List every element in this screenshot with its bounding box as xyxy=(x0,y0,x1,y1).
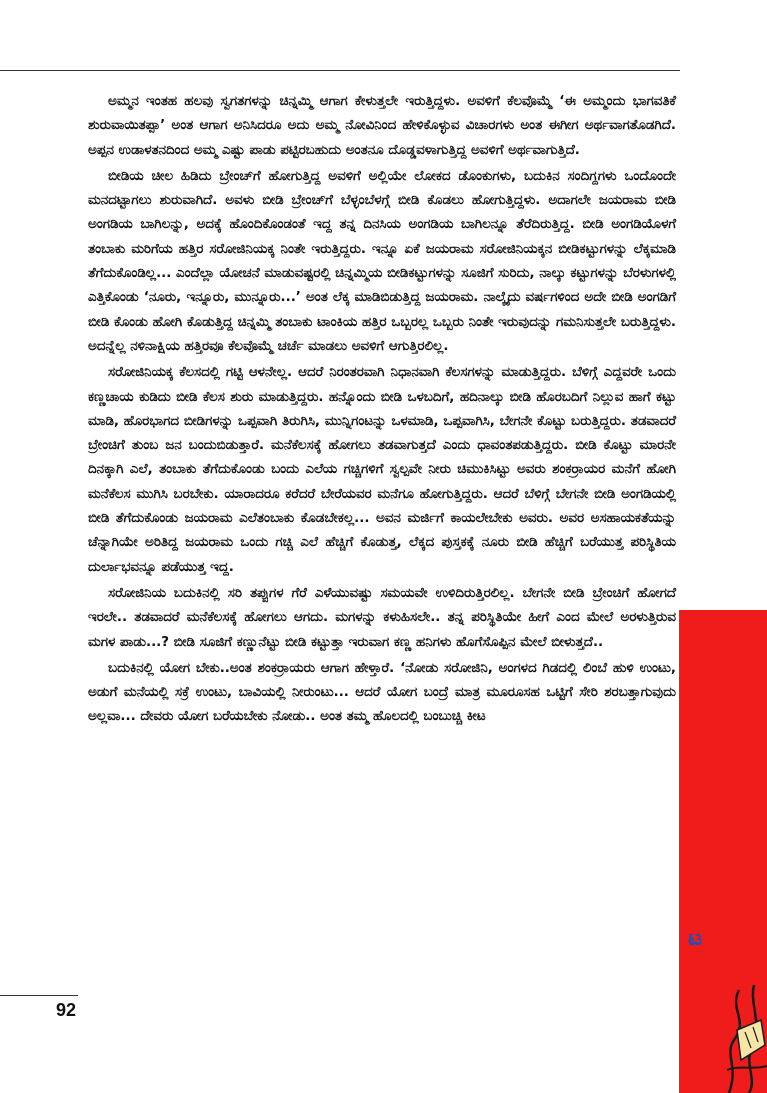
body-text xyxy=(88,90,676,730)
bottom-rule xyxy=(0,995,78,996)
corner-illustration xyxy=(679,970,767,1093)
paragraph: ಬೀಡಿಯ ಚೀಲ ಹಿಡಿದು ಬ್ರೇಂಚ್‌ಗೆ ಹೋಗುತ್ತಿದ್ದ ಅವಳಿಗೆ ಅಲ್ಲಿಯೇ ಲೋಕದ ಡೊಂಕುಗಳು, ಬದುಕಿನ ಸಂದಿಗ್ದಗಳು ಒಂದೊಂದೇ ಮನದಟ್ಟಾಗಲು ಶುರುವಾಗಿದೆ. ಅವಳು ಬೀಡಿ ಬ್ರೇಂಚ್‌ಗೆ ಬೆಳ್ಳಂಬೆಳಗ್ಗೆ ಬೀಡಿ ಕೊಡಲು ಹೋಗುತ್ತಿದ್ದಳು. ಅದಾಗಲೇ ಜಯರಾಮ ಬೀಡಿ ಅಂಗಡಿಯ ಬಾಗಿಲನ್ನು, ಅದಕ್ಕೆ ಹೊಂದಿಕೊಂಡಂತೆ ಇದ್ದ ತನ್ನ ದಿನಸಿಯ ಅಂಗಡಿಯ ಬಾಗಿಲನ್ನೂ ತೆರೆದಿರುತ್ತಿದ್ದ. ಬೀಡಿ ಅಂಗಡಿಯೊಳಗೆ ತಂಬಾಕು ಮರಿಗೆಯ ಹತ್ತಿರ ಸರೋಜಿನಿಯಕ್ಕ ನಿಂತೇ ಇರುತ್ತಿದ್ದರು. ಇನ್ನೂ ಏಕೆ ಜಯರಾಮ ಸರೋಜಿನಿಯಕ್ಕನ ಬೀಡಿಕಟ್ಟುಗಳನ್ನು ಲೆಕ್ಕಮಾಡಿ ತೆಗೆದುಕೊಂಡಿಲ್ಲ... ಎಂದೆಲ್ಲಾ ಯೋಚನೆ ಮಾಡುವಷ್ಟರಲ್ಲಿ ಚಿನ್ನಮ್ಮಿಯ ಬೀಡಿಕಟ್ಟುಗಳನ್ನು ಸೂಜಿಗೆ ಸುರಿದು, ನಾಲ್ಕು ಕಟ್ಟುಗಳನ್ನು ಬೆರಳುಗಳಲ್ಲಿ ಎತ್ತಿಕೊಂಡು ‘ನೂರು, ಇನ್ನೂರು, ಮುನ್ನೂರು...’ ಅಂತ ಲೆಕ್ಕ ಮಾಡಿಬಿಡುತ್ತಿದ್ದ ಜಯರಾಮ. ನಾಲ್ಕೈದು ವರ್ಷಗಳಿಂದ ಅದೇ ಬೀಡಿ ಅಂಗಡಿಗೆ ಬೀಡಿ ಕೊಂಡು ಹೋಗಿ ಕೊಡುತ್ತಿದ್ದ ಚಿನ್ನಮ್ಮಿ ತಂಬಾಕು ಟಾಂಕಿಯ ಹತ್ತಿರ ಒಬ್ಬರಲ್ಲ ಒಬ್ಬರು ನಿಂತೇ ಇರುವುದನ್ನು ಗಮನಿಸುತ್ತಲೇ ಬರುತ್ತಿದ್ದಳು. ಅದನ್ನೆಲ್ಲ ನಳಿನಾಕ್ಷಿಯ ಹತ್ತಿರವೂ ಕೆಲವೊಮ್ಮೆ ಚರ್ಚೆ ಮಾಡಲು ಅವಳಿಗೆ ಆಗುತ್ತಿರಲಿಲ್ಲ. xyxy=(88,168,676,354)
top-rule xyxy=(0,70,680,71)
paragraph: ಸರೋಜಿನಿಯ ಬದುಕಿನಲ್ಲಿ ಸರಿ ತಪ್ಪುಗಳ ಗೆರೆ ಎಳೆಯುವಷ್ಟು ಸಮಯವೇ ಉಳಿದಿರುತ್ತಿರಲಿಲ್ಲ. ಬೇಗನೇ ಬೀಡಿ ಬ್ರೇಂಚಿಗೆ ಹೋಗದೆ ಇರಲೇ.. ತಡವಾದರೆ ಮನೆಕೆಲಸಕ್ಕೆ ಹೋಗಲು ಆಗದು. ಮಗಳನ್ನು ಕಳುಹಿಸಲೇ.. ತನ್ನ ಪರಿಸ್ಥಿತಿಯೇ ಹೀಗೆ ಎಂದ ಮೇಲೆ ಅರಳುತ್ತಿರುವ ಮಗಳ ಪಾಡು...? ಬೀಡಿ ಸೂಜಿಗೆ ಕಣ್ಣುನೆಟ್ಟು ಬೀಡಿ ಕಟ್ಟುತ್ತಾ ಇರುವಾಗ ಕಣ್ಣ ಹನಿಗಳು ಹೊಗೆಸೊಪ್ಪಿನ ಮೇಲೆ ಬೀಳುತ್ತದೆ.. xyxy=(88,585,676,650)
paragraph: ಅಮ್ಮನ ಇಂತಹ ಹಲವು ಸ್ವಗತಗಳನ್ನು ಚಿನ್ನಮ್ಮಿ ಆಗಾಗ ಕೇಳುತ್ತಲೇ ಇರುತ್ತಿದ್ದಳು. ಅವಳಿಗೆ ಕೆಲವೊಮ್ಮೆ ‘ಈ ಅಮ್ಮಂದು ಭಾಗವತಿಕೆ ಶುರುವಾಯಿತಪ್ಪಾ’ ಅಂತ ಆಗಾಗ ಅನಿಸಿದರೂ ಅದು ಅಮ್ಮ ನೋವಿನಿಂದ ಹೇಳಿಕೊಳ್ಳುವ ವಿಚಾರಗಳು ಅಂತ ಈಗೀಗ ಅರ್ಥವಾಗತೊಡಗಿದೆ. ಅಪ್ಪನ ಉಡಾಳತನದಿಂದ ಅಮ್ಮ ಎಷ್ಟು ಪಾಡು ಪಟ್ಟಿರಬಹುದು ಅಂತನೂ ದೊಡ್ಡವಳಾಗುತ್ತಿದ್ದ ಅವಳಿಗೆ ಅರ್ಥವಾಗುತ್ತಿದೆ. xyxy=(88,94,676,158)
paragraph: ಸರೋಜಿನಿಯಕ್ಕ ಕೆಲಸದಲ್ಲಿ ಗಟ್ಟಿ ಆಳನೇಲ್ಲ. ಆದರೆ ನಿರಂತರವಾಗಿ ನಿಧಾನವಾಗಿ ಕೆಲಸಗಳನ್ನು ಮಾಡುತ್ತಿದ್ದರು. ಬೆಳಿಗ್ಗೆ ಎದ್ದವರೇ ಒಂದು ಕಣ್ಣಚಾಯ ಕುಡಿದು ಬೀಡಿ ಕೆಲಸ ಶುರು ಮಾಡುತ್ತಿದ್ದರು. ಹನ್ನೊಂದು ಬೀಡಿ ಒಳಬದಿಗೆ, ಹದಿನಾಲ್ಕು ಬೀಡಿ ಹೊರಬದಿಗೆ ನಿಲ್ಲುವ ಹಾಗೆ ಕಟ್ಟು ಮಾಡಿ, ಹೊರಭಾಗದ ಬೀಡಿಗಳನ್ನು ಒಪ್ಪವಾಗಿ ತಿರುಗಿಸಿ, ಮುನ್ನಿಗಂಟನ್ನು ಒಳಮಾಡಿ, ಒಪ್ಪವಾಗಿಸಿ, ಬೇಗನೇ ಕೊಟ್ಟು ಬರುತ್ತಿದ್ದರು. ತಡವಾದರೆ ಬ್ರೇಂಚಿಗೆ ತುಂಬ ಜನ ಬಂದುಬಿಡುತ್ತಾರೆ. ಮನೆಕೆಲಸಕ್ಕೆ ಹೋಗಲು ತಡವಾಗುತ್ತದೆ ಎಂದು ಧಾವಂತಪಡುತ್ತಿದ್ದರು. ಬೀಡಿ ಕೊಟ್ಟು ಮಾರನೇ ದಿನಕ್ಕಾಗಿ ಎಲೆ, ತಂಬಾಕು ತೆಗೆದುಕೊಂಡು ಬಂದು ಎಲೆಯ ಗಚ್ಚಿಗಳಿಗೆ ಸ್ವಲ್ಪವೇ ನೀರು ಚಿಮುಕಿಸಿಟ್ಟು ಅವರು ಶಂಕರ್ರಾಯರ ಮನೆಗೆ ಹೋಗಿ ಮನೆಕೆಲಸ ಮುಗಿಸಿ ಬರಬೇಕು. ಯಾರಾದರೂ ಕರೆದರೆ ಬೇರೆಯವರ ಮನೆಗೂ ಹೋಗುತ್ತಿದ್ದರು. ಆದರೆ ಬೆಳಿಗ್ಗೆ ಬೇಗನೇ ಬೀಡಿ ಅಂಗಡಿಯಲ್ಲಿ ಬೀಡಿ ತೆಗೆದುಕೊಂಡು ಜಯರಾಮ ಎಲೆತಂಬಾಕು ಕೊಡಬೇಕಲ್ಲ... ಅವನ ಮರ್ಜಿಗೆ ಕಾಯಲೇಬೇಕು ಅವರು. ಅವರ ಅಸಹಾಯಕತೆಯನ್ನು ಚೆನ್ನಾಗಿಯೇ ಅರಿತಿದ್ದ ಜಯರಾಮ ಒಂದು ಗಚ್ಚಿ ಎಲೆ ಹೆಚ್ಚಿಗೆ ಕೊಡುತ್ತ, ಲೆಕ್ಕದ ಪುಸ್ತಕಕ್ಕೆ ನೂರು ಬೀಡಿ ಹೆಚ್ಚಿಗೆ ಬರೆಯುತ್ತ ಪರಿಸ್ಥಿತಿಯ ದುರ್ಲಾಭವನ್ನೂ ಪಡೆಯುತ್ತ ಇದ್ದ. xyxy=(88,365,676,575)
paragraph: ಬದುಕಿನಲ್ಲಿ ಯೋಗ ಬೇಕು..ಅಂತ ಶಂಕರ್ರಾಯರು ಆಗಾಗ ಹೇಳ್ತಾರೆ. ‘ನೋಡು ಸರೋಜಿನಿ, ಅಂಗಳದ ಗಿಡದಲ್ಲಿ ಲಿಂಬೆ ಹುಳಿ ಉಂಟು, ಅಡುಗೆ ಮನೆಯಲ್ಲಿ ಸಕ್ರೆ ಉಂಟು, ಬಾವಿಯಲ್ಲಿ ನೀರುಂಟು... ಆದರೆ ಯೋಗ ಬಂದ್ರೆ ಮಾತ್ರ ಮೂರೂಸಹ ಒಟ್ಟಿಗೆ ಸೇರಿ ಶರಬತ್ತಾಗುವುದು ಅಲ್ಲವಾ... ದೇವರು ಯೋಗ ಬರೆಯಬೇಕು ನೋಡು.. ಅಂತ ತಮ್ಮ ಹೊಲದಲ್ಲಿ ಬಂಬುಚ್ಚಿ ಕೀಟ xyxy=(88,660,676,725)
page-number: 92 xyxy=(56,1000,77,1020)
side-mark: ಟ xyxy=(688,925,703,951)
